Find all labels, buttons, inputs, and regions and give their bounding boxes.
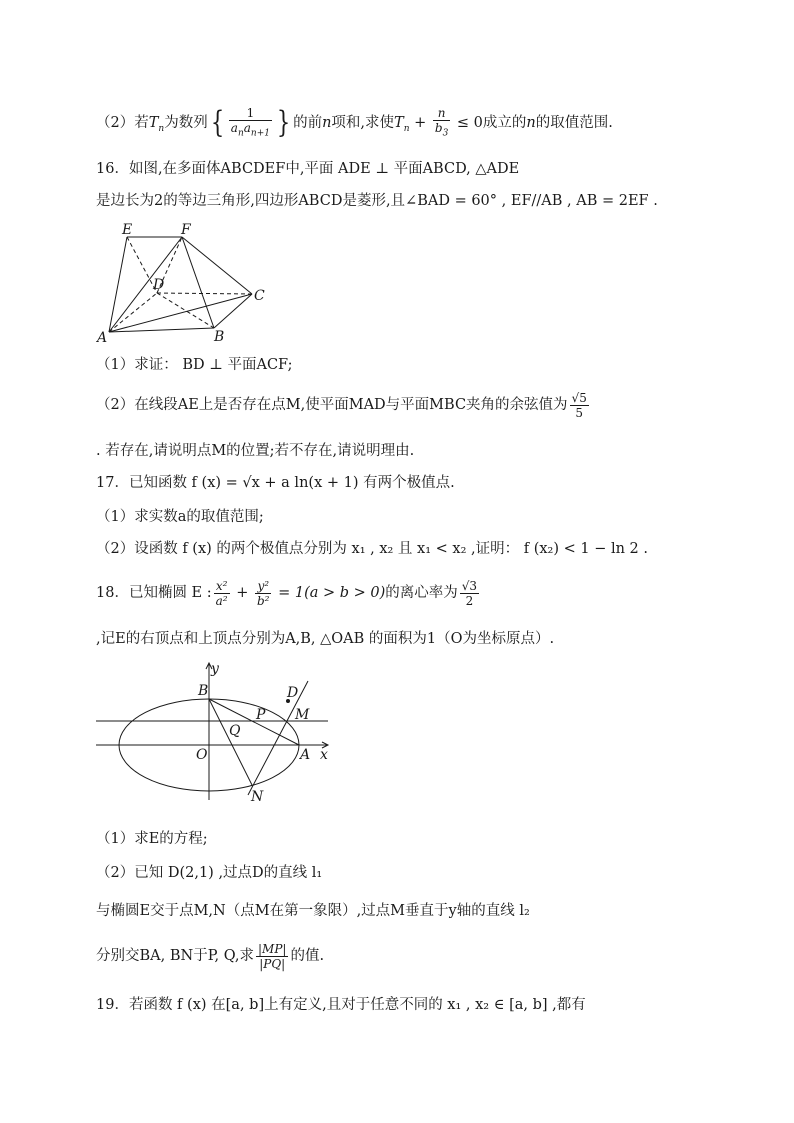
inequality: ≤ 0 bbox=[452, 115, 483, 132]
label-y: y bbox=[211, 661, 219, 677]
q17-stem: 17．已知函数 f (x) = √x + a ln(x + 1) 有两个极值点. bbox=[96, 475, 455, 491]
q18-part2-line1: （2）已知 D(2,1) ,过点D的直线 l₁ bbox=[96, 865, 323, 881]
q16-stem-line2: 是边长为2的等边三角形,四边形ABCD是菱形,且∠BAD = 60° , EF//AB , AB = 2EF . bbox=[96, 193, 658, 209]
plus-sign: + bbox=[409, 115, 431, 132]
q18-part2-text: 分别交BA, BN于P, Q,求 bbox=[96, 948, 254, 964]
q16-polyhedron-figure bbox=[95, 220, 275, 345]
q19-stem: 19．若函数 f (x) 在[a, b]上有定义,且对于任意不同的 x₁ , x₂ ∈ [a, b] ,都有 bbox=[96, 997, 586, 1013]
y2-over-b2: $\frac{\text{y²}}{\text{b²}}$ bbox=[256, 578, 270, 608]
label-C: C bbox=[254, 288, 265, 304]
q16-stem-line1: 16．如图,在多面体ABCDEF中,平面 ADE ⊥ 平面ABCD, △ADE bbox=[96, 161, 520, 177]
q18-stem-line1 bbox=[96, 576, 481, 610]
q15-seq-text: 为数列 bbox=[164, 115, 208, 132]
q15-part2-prefix: （2）若 bbox=[96, 115, 149, 132]
q15-n-var: n bbox=[322, 115, 332, 132]
label-E: E bbox=[122, 222, 133, 238]
q18-part2-tail: 的值. bbox=[290, 948, 325, 964]
q17-part1: （1）求实数a的取值范围; bbox=[96, 509, 264, 525]
ellipse-condition: = 1(a > b > 0) bbox=[273, 585, 386, 601]
label-B: B bbox=[198, 683, 209, 699]
x2-over-a2: $\frac{\text{x²}}{\text{a²}}$ bbox=[215, 578, 228, 608]
label-M: M bbox=[295, 707, 310, 723]
label-B: B bbox=[214, 329, 225, 345]
q18-eccentricity-text: 的离心率为 bbox=[385, 585, 458, 601]
q16-part2 bbox=[96, 388, 591, 422]
label-D: D bbox=[287, 685, 299, 701]
q15-cond-text: 项和,求使 bbox=[331, 115, 395, 132]
label-A: A bbox=[300, 747, 311, 763]
label-D: D bbox=[153, 277, 165, 293]
q16-part2-text: （2）在线段AE上是否存在点M,使平面MAD与平面MBC夹角的余弦值为 bbox=[96, 397, 568, 413]
sqrt3-over-2: $\frac{√3}{2}$ bbox=[461, 578, 478, 608]
q18-stem-line2: ,记E的右顶点和上顶点分别为A,B, △OAB 的面积为1（O为坐标原点）. bbox=[96, 631, 555, 647]
q15-sum-text: 的前 bbox=[293, 115, 323, 132]
q18-part1: （1）求E的方程; bbox=[96, 831, 208, 847]
label-P: P bbox=[256, 707, 266, 723]
q15-tn: $T_n$ bbox=[148, 115, 165, 135]
label-x: x bbox=[320, 747, 328, 763]
q15-n-var2: n bbox=[526, 115, 536, 132]
q15-tail1: 成立的 bbox=[482, 115, 527, 132]
q16-part1: （1）求证： BD ⊥ 平面ACF; bbox=[96, 357, 293, 373]
q15-tn2: $T_n$ bbox=[394, 115, 410, 135]
sqrt5-over-5: $\frac{√5}{5}$ bbox=[571, 390, 587, 420]
q18-ellipse-figure bbox=[92, 655, 342, 805]
q18-part2-line2: 与椭圆E交于点M,N（点M在第一象限）,过点M垂直于y轴的直线 l₂ bbox=[96, 903, 530, 919]
left-brace: { bbox=[210, 105, 224, 141]
label-F: F bbox=[181, 222, 191, 238]
label-A: A bbox=[97, 330, 108, 345]
label-O: O bbox=[196, 747, 208, 763]
q15-tail2: 的取值范围. bbox=[535, 115, 613, 132]
q18-ellipse-label: 18．已知椭圆 E : bbox=[96, 585, 212, 601]
q15-n-over-b3: $\frac{n}{b_3}$ bbox=[434, 106, 449, 139]
q17-part2: （2）设函数 f (x) 的两个极值点分别为 x₁ , x₂ 且 x₁ < x₂ ,证明： f (x₂) < 1 − ln 2 . bbox=[96, 541, 648, 557]
q18-part2-line3 bbox=[96, 936, 324, 976]
plus-sign-2: + bbox=[231, 585, 253, 601]
label-N: N bbox=[251, 789, 264, 805]
q15-seq-fraction: $\frac{1}{a_na_{n+1}}$ bbox=[230, 106, 270, 139]
right-brace: } bbox=[276, 105, 291, 141]
q15-part2 bbox=[96, 106, 613, 144]
q16-part2-cont: . 若存在,请说明点M的位置;若不存在,请说明理由. bbox=[96, 443, 415, 459]
mp-over-pq: $\frac{|MP|}{|PQ|}$ bbox=[258, 941, 287, 971]
label-Q: Q bbox=[229, 723, 241, 739]
